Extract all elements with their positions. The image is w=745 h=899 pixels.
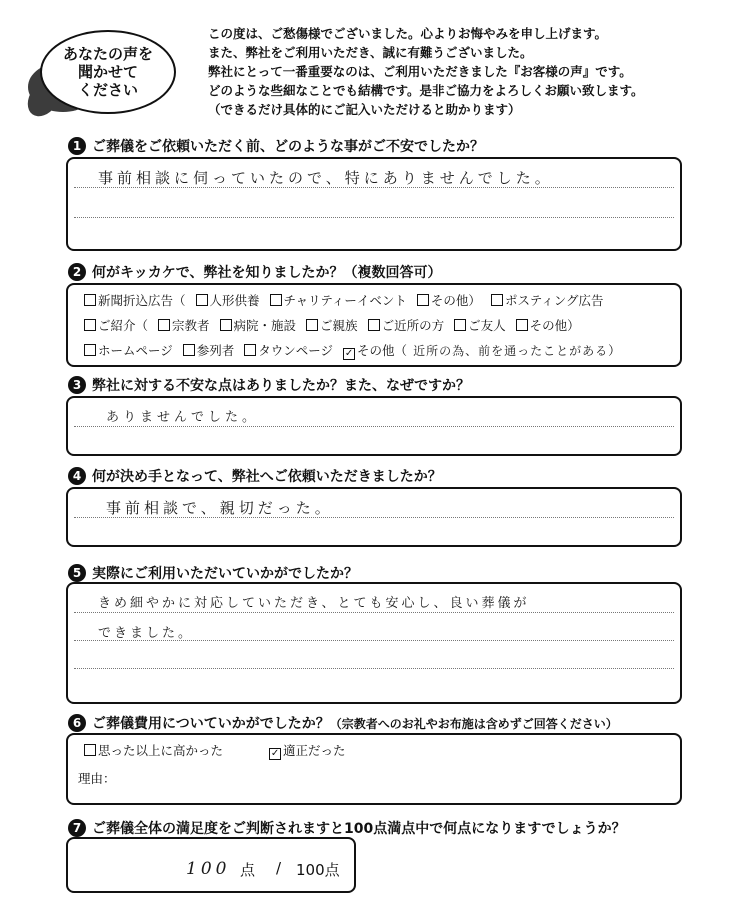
checkbox-relatives[interactable]: ご親族: [306, 316, 358, 334]
question-3-text: 弊社に対する不安な点はありましたか？また、なぜですか？: [92, 378, 470, 394]
answer-box-4[interactable]: [66, 487, 682, 547]
question-6: [68, 713, 618, 733]
checkbox-referral[interactable]: ご紹介（: [84, 316, 148, 334]
checkbox-attendee[interactable]: 参列者: [183, 341, 235, 359]
bubble-line-3: ください: [77, 81, 138, 99]
intro-line: この度は、ご愁傷様でございました。心よりお悔やみを申し上げます。: [208, 26, 608, 41]
checkbox-appropriate[interactable]: ✓ 適正だった: [270, 743, 346, 759]
answer-box-3[interactable]: [66, 396, 682, 456]
question-5-text: 実際にご利用いただいていかがでしたか？: [92, 566, 358, 582]
cost-box: [66, 733, 682, 805]
checkbox-other-3[interactable]: ✓ その他（ 近所の為、前を通ったことがある）: [344, 343, 621, 359]
options-box-2: [66, 283, 682, 367]
intro-line: どのような些細なことでも結構です。是非ご協力をよろしくお願い致します。: [208, 83, 644, 98]
number-badge: 2: [68, 263, 86, 281]
question-1: [68, 136, 484, 156]
score-slash: /: [276, 859, 282, 877]
bubble-line-2: 聞かせて: [77, 63, 138, 81]
question-7: [68, 818, 626, 838]
checkbox-doll[interactable]: 人形供養: [196, 291, 260, 309]
checkbox-hospital[interactable]: 病院・施設: [220, 316, 297, 334]
dotted-line: [74, 217, 674, 218]
question-4-text: 何が決め手となって、弊社へご依頼いただきましたか？: [92, 469, 442, 485]
checkbox-charity[interactable]: チャリティーイベント: [270, 291, 407, 309]
number-badge: 4: [68, 467, 86, 485]
score-unit: 点: [240, 861, 256, 879]
checkbox-posting[interactable]: ポスティング広告: [491, 291, 604, 309]
question-4: [68, 466, 442, 486]
option-row-1: [84, 291, 603, 309]
checkbox-newspaper[interactable]: 新聞折込広告（: [84, 291, 186, 309]
answer-box-1[interactable]: [66, 157, 682, 251]
question-1-text: ご葬儀をご依頼いただく前、どのような事がご不安でしたか？: [92, 139, 484, 155]
check-icon: ✓: [344, 348, 354, 359]
other-answer-text: 近所の為、前を通ったことがある: [413, 344, 609, 358]
question-3: [68, 375, 470, 395]
reason-label: 理由：: [78, 771, 116, 786]
number-badge: 7: [68, 819, 86, 837]
option-row-3: [84, 341, 621, 359]
score-box[interactable]: [66, 837, 356, 893]
score-max: 100点: [296, 861, 340, 879]
answer-box-5[interactable]: [66, 582, 682, 704]
check-icon: ✓: [270, 748, 280, 759]
cost-options: [84, 741, 346, 759]
answer-3-text: ありませんでした。: [106, 410, 260, 425]
question-7-text: ご葬儀全体の満足度をご判断されますと100点満点中で何点になりますでしょうか？: [92, 821, 626, 837]
checkbox-other-2[interactable]: その他）: [516, 316, 580, 334]
number-badge: 1: [68, 137, 86, 155]
intro-line: 弊社にとって一番重要なのは、ご利用いただきました『お客様の声』です。: [208, 64, 632, 79]
answer-5-line-2: できました。: [98, 626, 195, 641]
number-badge: 6: [68, 714, 86, 732]
checkbox-homepage[interactable]: ホームページ: [84, 341, 173, 359]
question-2: [68, 262, 441, 282]
question-2-text: 何がキッカケで、弊社を知りましたか？（複数回答可）: [92, 265, 442, 281]
checkbox-friends[interactable]: ご友人: [454, 316, 506, 334]
checkbox-too-expensive[interactable]: 思った以上に高かった: [84, 741, 223, 759]
checkbox-religious[interactable]: 宗教者: [158, 316, 210, 334]
bubble-line-1: あなたの声を: [62, 45, 153, 63]
dotted-line: [74, 612, 674, 613]
number-badge: 3: [68, 376, 86, 394]
number-badge: 5: [68, 564, 86, 582]
question-5: [68, 563, 358, 583]
option-row-2: [84, 316, 580, 334]
question-6-text: ご葬儀費用についていかがでしたか？: [92, 716, 330, 732]
question-6-note: （宗教者へのお礼やお布施は含めずご回答ください）: [329, 716, 618, 731]
answer-4-text: 事前相談で、親切だった。: [106, 499, 334, 517]
checkbox-other-1[interactable]: その他）: [417, 291, 481, 309]
dotted-line: [74, 426, 674, 427]
checkbox-neighbors[interactable]: ご近所の方: [368, 316, 445, 334]
score-value: 100: [186, 859, 231, 879]
answer-1-text: 事前相談に伺っていたので、特にありませんでした。: [98, 169, 554, 187]
answer-5-line-1: きめ細やかに対応していただき、とても安心し、良い葬儀が: [98, 596, 530, 611]
voice-bubble: [40, 30, 176, 114]
intro-text: [208, 24, 728, 119]
dotted-line: [74, 668, 674, 669]
checkbox-townpage[interactable]: タウンページ: [244, 341, 333, 359]
intro-line: また、弊社をご利用いただき、誠に有難うございました。: [208, 45, 533, 60]
intro-line: （できるだけ具体的にご記入いただけると助かります）: [208, 102, 521, 117]
